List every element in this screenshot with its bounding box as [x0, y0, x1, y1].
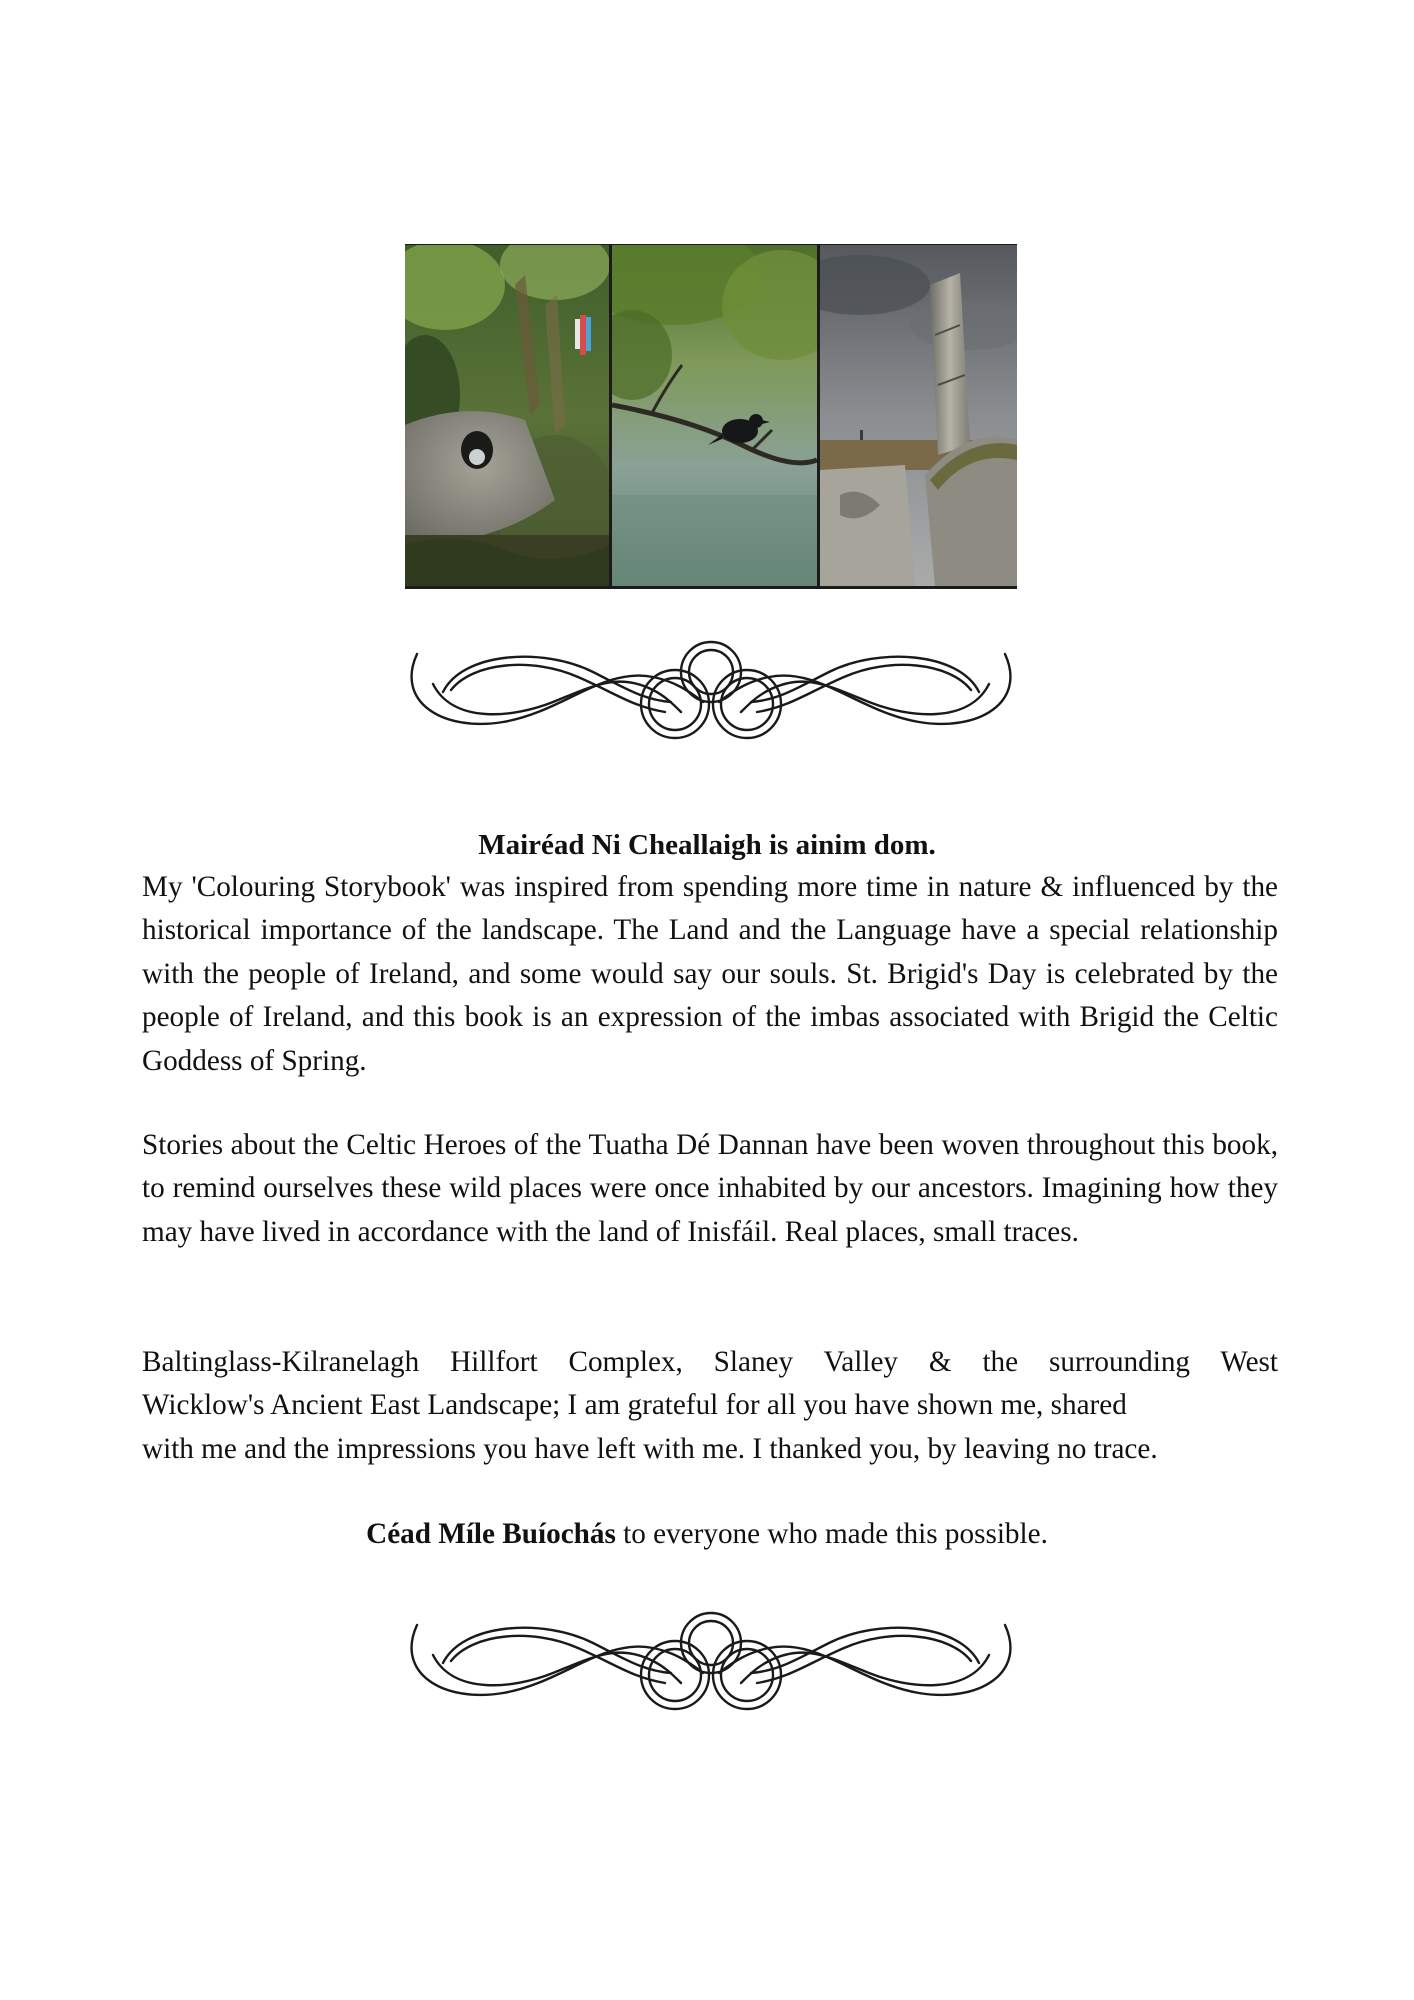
landscape-line-3: with me and the impressions you have left with me. I thanked you, by leaving no trace. — [142, 1432, 1158, 1465]
heroes-paragraph: Stories about the Celtic Heroes of the Tuatha Dé Dannan have been woven throughout this book, to remind ourselves these wild places were once inhabited by our ancestors. Imagining how they may have lived in accordance with the land of Inisfáil. Real places, small traces. — [142, 1129, 1278, 1248]
thanks-line — [140, 1513, 1274, 1556]
thanks-rest: to everyone who made this possible. — [615, 1518, 1048, 1550]
standing-stones-photo-icon — [820, 245, 1017, 586]
photo-collage — [405, 244, 1017, 589]
intro-paragraph: My 'Colouring Storybook' was inspired from spending more time in nature & influenced by the historical importance of the landscape. The Land and the Language have a special relationship with the people of Ireland, and some would say our souls. St. Brigid's Day is celebrated by the people of Ireland, and this book is an expression of the imbas associated with Brigid the Celtic Goddess of Spring. — [142, 871, 1278, 1077]
celtic-knot-icon — [403, 1603, 1019, 1721]
landscape-paragraph — [142, 1341, 1278, 1471]
landscape-line-2: Wicklow's Ancient East Landscape; I am grateful for all you have shown me, shared — [142, 1389, 1127, 1422]
thanks-bold: Céad Míle Buíochás — [366, 1518, 616, 1550]
holed-stone-photo-icon — [405, 245, 609, 586]
celtic-knot-icon — [403, 632, 1019, 750]
author-heading: Mairéad Ni Cheallaigh is ainim dom. — [478, 829, 936, 861]
crow-on-branch-photo-icon — [612, 245, 817, 586]
landscape-line-1: Baltinglass-Kilranelagh Hillfort Complex, Slaney Valley & the surrounding West — [142, 1346, 1278, 1378]
